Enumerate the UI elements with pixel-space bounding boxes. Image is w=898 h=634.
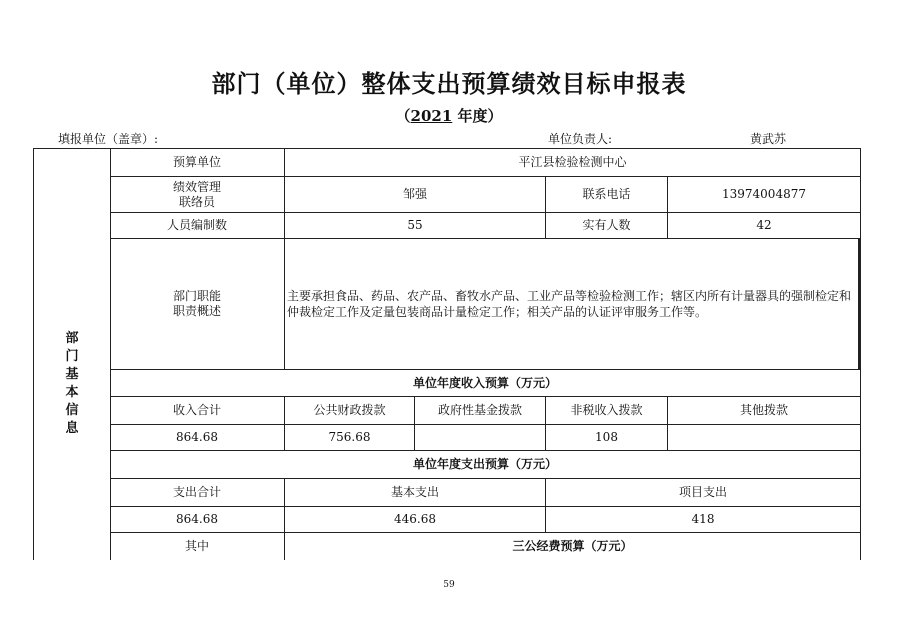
budget-unit-label: 预算单位 (172, 155, 221, 169)
duty-label-line1: 部门职能 (172, 289, 221, 303)
income-col-public: 公共财政拨款 (313, 403, 386, 417)
income-col-total: 收入合计 (172, 403, 221, 417)
contact-name: 邹强 (402, 187, 427, 201)
year-value: 2021 (410, 107, 453, 125)
report-year (0, 105, 898, 126)
staff-value: 55 (407, 218, 423, 232)
contact-label-line1: 绩效管理 (172, 179, 221, 194)
unit-leader-label: 单位负责人: (548, 132, 613, 146)
duty-label (110, 239, 284, 369)
section-label: 部门基本信息 (65, 331, 79, 436)
expense-col-basic: 基本支出 (390, 485, 439, 499)
expense-header: 单位年度支出预算（万元） (412, 457, 557, 471)
expense-basic-value: 446.68 (394, 512, 436, 526)
income-nontax-value: 108 (595, 430, 618, 444)
actual-label: 实有人数 (582, 218, 631, 232)
income-col-other: 其他拨款 (739, 403, 788, 417)
three-public-header: 三公经费预算（万元） (512, 539, 633, 553)
phone-value: 13974004877 (722, 187, 806, 201)
subtitle-open: （ (395, 107, 411, 125)
income-header: 单位年度收入预算（万元） (412, 375, 557, 390)
duty-label-line2: 职责概述 (172, 304, 221, 318)
unit-leader-name: 黄武苏 (750, 132, 787, 146)
expense-total-value: 864.68 (176, 512, 218, 526)
income-total-value: 864.68 (176, 430, 218, 444)
expense-col-total: 支出合计 (172, 485, 221, 499)
page-number: 59 (443, 580, 455, 590)
budget-unit-value: 平江县检验检测中心 (518, 155, 627, 169)
subtitle-suffix: 年度） (452, 107, 503, 125)
income-col-fund: 政府性基金拨款 (437, 403, 522, 417)
phone-label: 联系电话 (582, 187, 631, 201)
duty-text: 主要承担食品、药品、农产品、畜牧水产品、工业产品等检验检测工作；辖区内所有计量器具的强制检定和仲裁检定工作及定量包装商品计量检定工作；相关产品的认证评审服务工作等。 (287, 289, 852, 319)
filing-unit-label: 填报单位（盖章）: (58, 132, 159, 146)
staff-label: 人员编制数 (166, 218, 227, 232)
income-col-nontax: 非税收入拨款 (570, 403, 643, 417)
of-which-label: 其中 (184, 539, 209, 553)
income-fund-value (415, 425, 545, 450)
contact-label (110, 177, 284, 212)
page-title: 部门（单位）整体支出预算绩效目标申报表 (211, 70, 687, 98)
actual-value: 42 (756, 218, 772, 232)
income-other-value (668, 425, 860, 450)
expense-project-value: 418 (691, 512, 715, 526)
contact-label-line2: 联络员 (178, 194, 215, 209)
income-public-value: 756.68 (328, 430, 371, 444)
expense-col-project: 项目支出 (678, 485, 727, 499)
